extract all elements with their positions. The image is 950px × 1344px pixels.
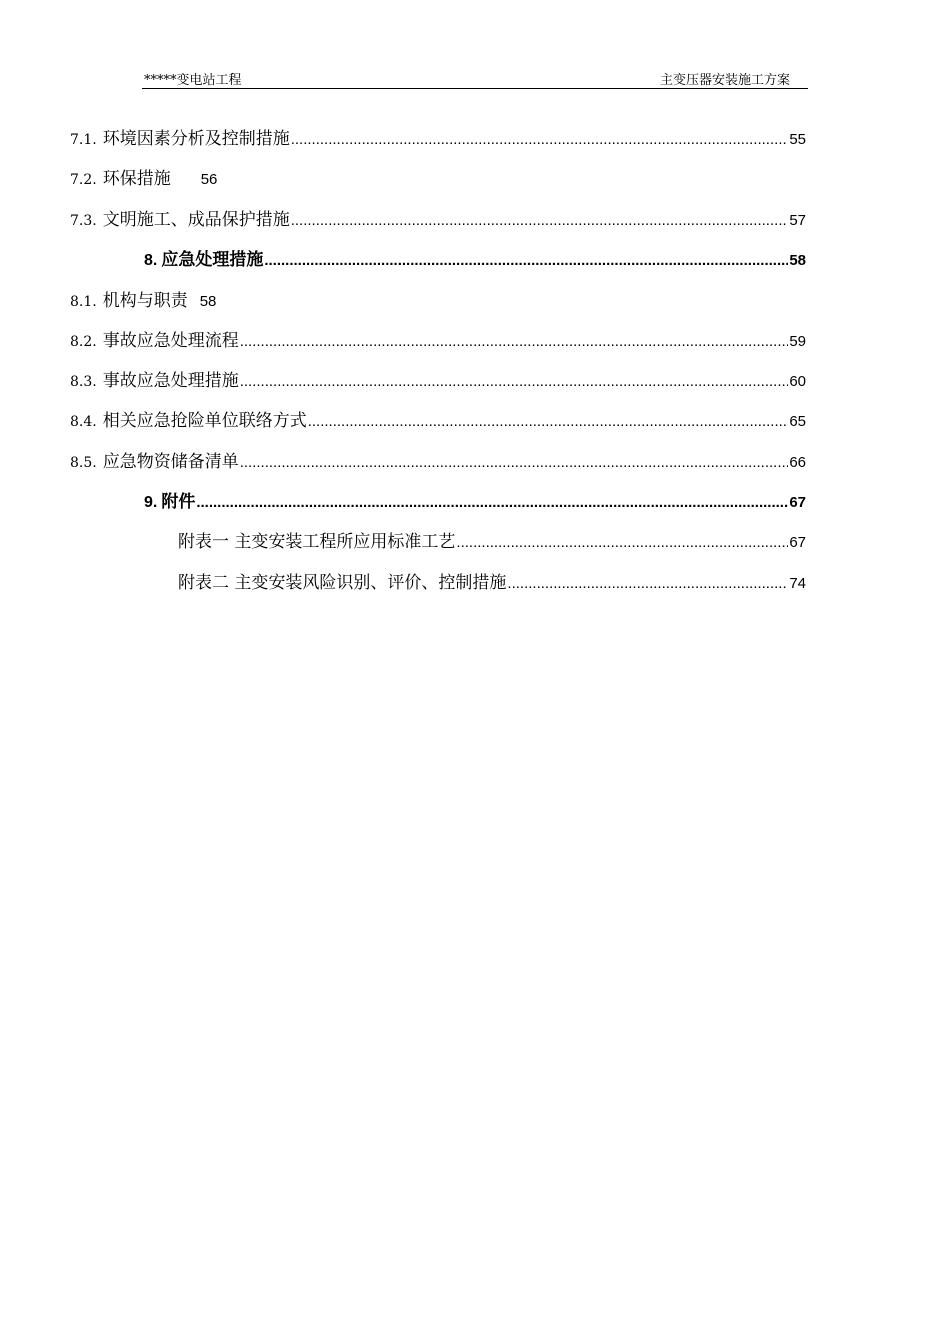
- toc-entry-chapter[interactable]: [144, 487, 806, 511]
- toc-entry-page: 74: [789, 575, 806, 592]
- toc-entry-page: 67: [789, 534, 806, 551]
- toc-entry-title: 机构与职责: [102, 291, 188, 311]
- toc-entry-page: 58: [789, 252, 806, 269]
- toc-entry-page: 59: [789, 333, 806, 350]
- toc-leader-dots: [240, 454, 789, 471]
- toc-leader-dots: [507, 575, 788, 592]
- toc-leader-dots: [240, 373, 789, 390]
- toc-entry-chapter[interactable]: [144, 245, 806, 269]
- toc-entry-title: 应急物资储备清单: [102, 452, 239, 472]
- toc-entry[interactable]: [70, 286, 806, 310]
- toc-entry[interactable]: [70, 164, 806, 188]
- toc-entry-number: 8.1.: [70, 294, 97, 310]
- toc-entry-number: 8.3.: [70, 374, 97, 390]
- toc-entry[interactable]: [70, 366, 806, 390]
- toc-entry-number: 9.: [144, 494, 158, 511]
- toc-entry-title: 文明施工、成品保护措施: [102, 210, 290, 230]
- toc-entry[interactable]: [70, 326, 806, 350]
- toc-entry-number: 8.4.: [70, 414, 97, 430]
- toc-leader-dots: [240, 333, 789, 350]
- toc-entry-title: 附件: [161, 492, 196, 512]
- toc-entry-page: 56: [200, 171, 218, 188]
- toc-leader-dots: [291, 131, 789, 148]
- toc-entry-number: 8.2.: [70, 334, 97, 350]
- toc-leader-dots: [264, 252, 788, 269]
- toc-entry-number: 7.3.: [70, 213, 97, 229]
- toc-entry-appendix[interactable]: [178, 568, 806, 592]
- toc-entry-page: 55: [789, 131, 806, 148]
- toc-entry-number: 7.2.: [70, 172, 97, 188]
- toc-entry[interactable]: [70, 447, 806, 471]
- toc-leader-dots: [456, 534, 788, 551]
- toc-entry-title: 环境因素分析及控制措施: [102, 129, 290, 149]
- toc-entry-title: 应急处理措施: [161, 250, 264, 270]
- toc-entry-number: 7.1.: [70, 132, 97, 148]
- toc-entry-page: 65: [789, 413, 806, 430]
- toc-entry-title: 事故应急处理流程: [102, 331, 239, 351]
- toc-entry-page: 67: [789, 494, 806, 511]
- toc-leader-dots: [308, 413, 789, 430]
- toc-entry-page: 60: [789, 373, 806, 390]
- toc-entry-title: 事故应急处理措施: [102, 371, 239, 391]
- toc-leader-dots: [291, 212, 789, 229]
- toc-entry[interactable]: [70, 124, 806, 148]
- header-project-name: *****变电站工程: [144, 73, 242, 88]
- toc-entry[interactable]: [70, 205, 806, 229]
- page-header: [142, 66, 808, 89]
- toc-entry-page: 58: [199, 293, 217, 310]
- toc-entry-appendix[interactable]: [178, 527, 806, 551]
- toc-leader-dots: [196, 494, 788, 511]
- toc-entry-title: 相关应急抢险单位联络方式: [102, 411, 307, 431]
- toc-entry-number: 8.: [144, 252, 158, 269]
- toc-entry-title: 附表一 主变安装工程所应用标准工艺: [178, 532, 456, 552]
- toc-entry-title: 环保措施: [102, 169, 171, 189]
- toc-entry[interactable]: [70, 406, 806, 430]
- toc-entry-number: 8.5.: [70, 455, 97, 471]
- toc-entry-page: 57: [789, 212, 806, 229]
- toc-entry-page: 66: [789, 454, 806, 471]
- toc-entry-title: 附表二 主变安装风险识别、评价、控制措施: [178, 573, 507, 593]
- header-document-title: 主变压器安装施工方案: [659, 73, 790, 88]
